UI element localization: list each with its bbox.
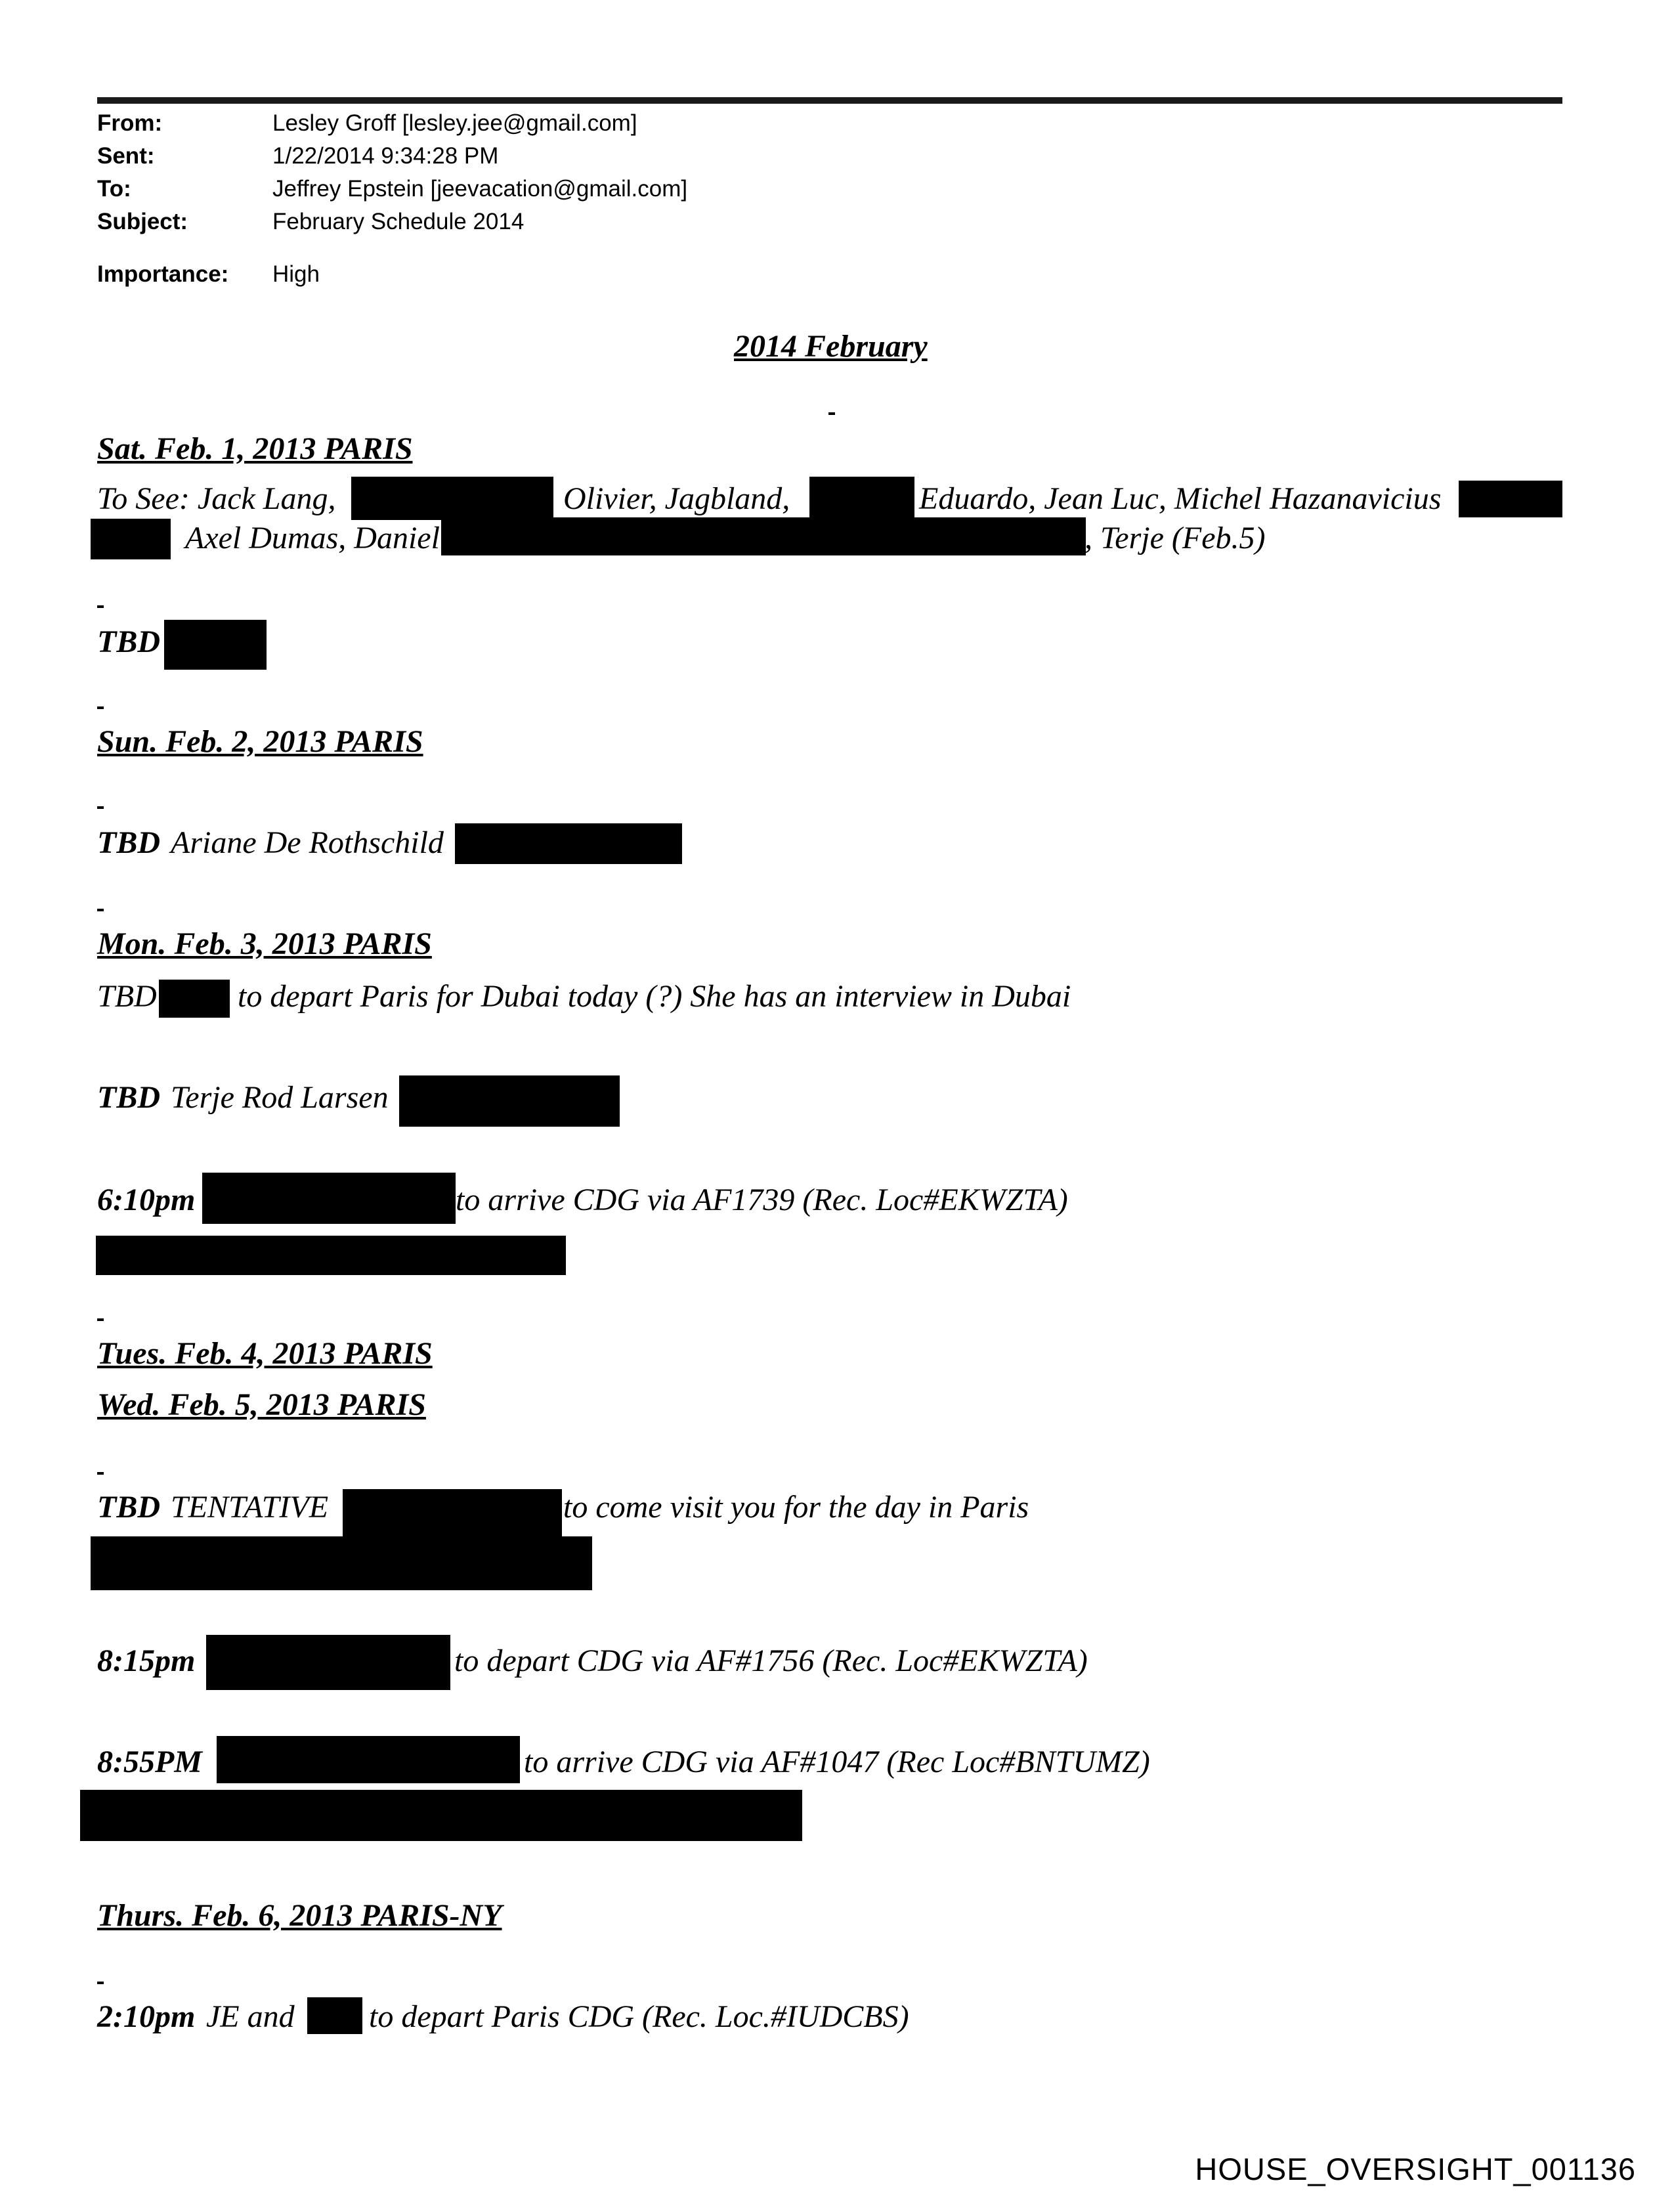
sent-value: 1/22/2014 9:34:28 PM [272,143,499,169]
to-value: Jeffrey Epstein [jeevacation@gmail.com] [272,176,688,202]
separator-dash [97,909,104,911]
header-rule [97,97,1562,104]
separator-dash [97,1472,104,1475]
redaction-block [351,477,553,520]
day-heading-feb3: Mon. Feb. 3, 2013 PARIS [97,926,432,961]
bates-number: HOUSE_OVERSIGHT_001136 [1195,2152,1636,2186]
redaction-block [202,1173,456,1224]
redaction-block [1459,481,1562,517]
redaction-block [217,1736,520,1783]
schedule-entry-text: to arrive CDG via AF#1047 (Rec Loc#BNTUMZ) [524,1745,1150,1779]
day-heading-feb1: Sat. Feb. 1, 2013 PARIS [97,431,413,466]
day-heading-feb5: Wed. Feb. 5, 2013 PARIS [97,1387,426,1422]
tbd-label: TBD [97,1490,160,1525]
schedule-entry-text: to come visit you for the day in Paris [563,1490,1029,1525]
to-see-text-c: Eduardo, Jean Luc, Michel Hazanavicius [919,481,1442,516]
tbd-label: TBD [97,825,160,860]
schedule-entry-text: to depart CDG via AF#1756 (Rec. Loc#EKWZTA) [454,1643,1088,1678]
redaction-block [307,1997,362,2034]
sent-label: Sent: [97,143,155,169]
schedule-title: 2014 February [734,329,928,364]
schedule-entry-text: TENTATIVE [171,1490,329,1525]
subject-label: Subject: [97,209,188,234]
redaction-block [399,1075,620,1127]
time-label: 8:15pm [97,1643,196,1678]
separator-dash [97,1982,104,1984]
schedule-entry-text: JE and [206,1999,295,2034]
separator-dash [97,806,104,809]
day-heading-feb6: Thurs. Feb. 6, 2013 PARIS-NY [97,1898,502,1933]
day-heading-feb2: Sun. Feb. 2, 2013 PARIS [97,724,423,759]
redaction-block [91,1536,592,1590]
to-label: To: [97,176,131,202]
redaction-block [206,1635,450,1690]
to-see-text-d: Axel Dumas, Daniel [185,521,440,555]
schedule-entry-text: to depart Paris CDG (Rec. Loc.#IUDCBS) [369,1999,909,2034]
redaction-block [455,823,682,864]
schedule-entry-text: Ariane De Rothschild [171,825,444,860]
subject-value: February Schedule 2014 [272,209,525,234]
time-label: 2:10pm [97,1999,196,2034]
redaction-block [80,1790,802,1841]
redaction-block [91,519,171,559]
time-label: 8:55PM [97,1745,202,1779]
to-see-text-e: , Terje (Feb.5) [1084,521,1266,555]
day-heading-feb4: Tues. Feb. 4, 2013 PARIS [97,1336,433,1371]
tbd-label: TBD [97,1080,160,1115]
separator-dash [97,706,104,709]
importance-value: High [272,261,320,287]
schedule-entry-text: to depart Paris for Dubai today (?) She has an interview in Dubai [238,979,1071,1014]
from-label: From: [97,110,163,136]
importance-label: Importance: [97,261,229,287]
schedule-entry-text: Terje Rod Larsen [171,1080,389,1115]
redaction-block [96,1236,566,1275]
to-see-text-b: Olivier, Jagbland, [563,481,790,516]
to-see-text-a: To See: Jack Lang, [97,481,336,516]
redaction-block [164,620,267,670]
separator-dash [97,1318,104,1321]
redaction-block [159,980,230,1018]
separator-dash [97,605,104,608]
schedule-entry-text: TBD [97,979,157,1014]
tbd-label: TBD [97,624,160,659]
redaction-block [343,1489,562,1536]
schedule-entry-text: to arrive CDG via AF1739 (Rec. Loc#EKWZTA) [456,1182,1068,1217]
separator-dash [828,412,835,415]
time-label: 6:10pm [97,1182,196,1217]
redaction-block [809,477,914,520]
from-value: Lesley Groff [lesley.jee@gmail.com] [272,110,637,136]
redaction-block [441,517,1086,555]
